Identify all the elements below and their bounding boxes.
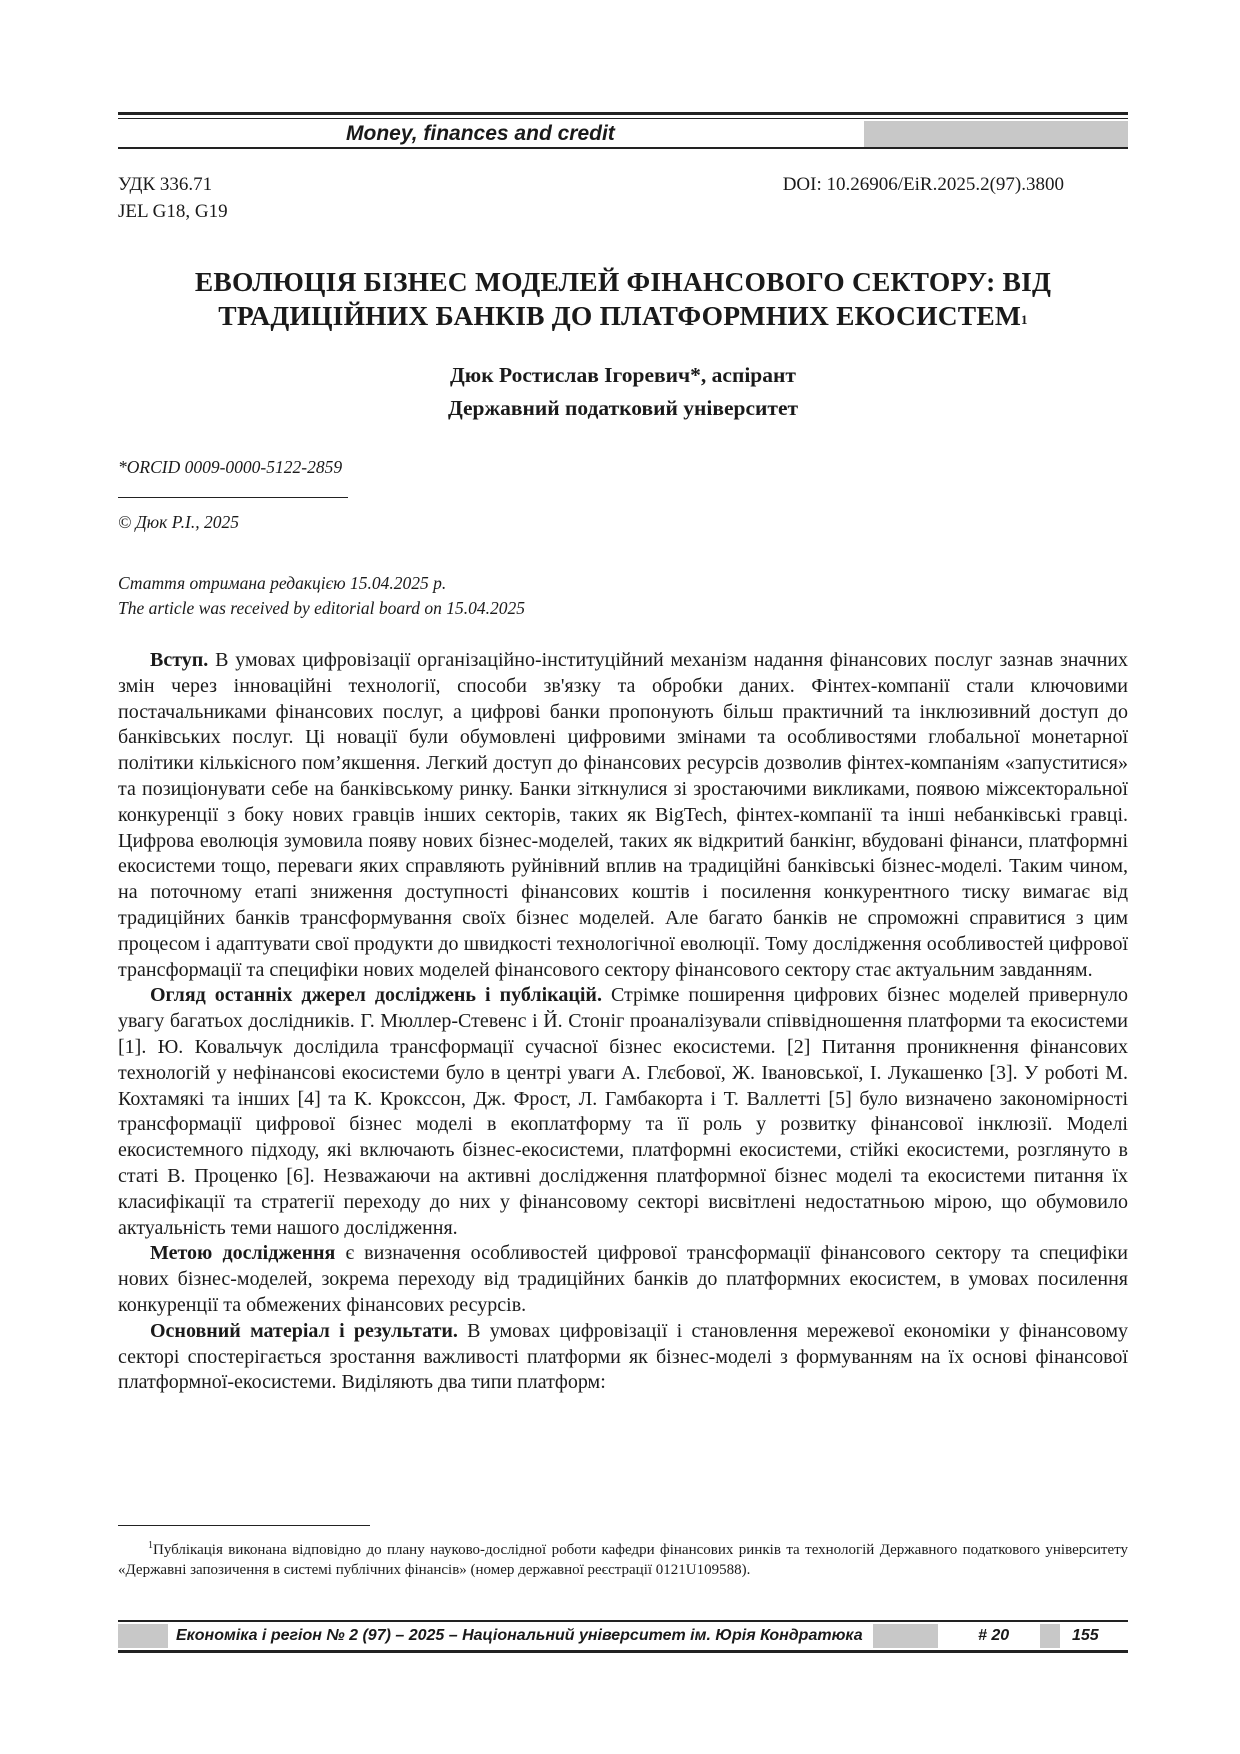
page-number: 155 <box>1060 1624 1140 1648</box>
footnote-text: Публікація виконана відповідно до плану науково-дослідної роботи кафедри фінансових ринків та технологій Державного податкового університету «Державні запозичення в системі публічних фінансів» (номер державної реєстрації 0121U109588). <box>118 1542 1128 1578</box>
article-meta <box>118 171 1128 225</box>
running-footer <box>118 1620 1128 1653</box>
orcid-divider <box>118 497 348 498</box>
header-grey-block <box>864 121 1128 147</box>
footnote-divider <box>118 1525 370 1526</box>
paragraph-lead: Огляд останніх джерел досліджень і публікацій. <box>150 984 602 1007</box>
author-affiliation: Державний податковий університет <box>447 396 799 420</box>
paragraph-aim <box>118 1241 1128 1318</box>
paragraph-lead: Метою дослідження <box>150 1242 336 1265</box>
author-name: Дюк Ростислав Ігоревич*, аспірант <box>450 363 796 387</box>
footer-rule-top <box>118 1620 1128 1622</box>
article-title <box>118 265 1128 333</box>
title-line-1: ЕВОЛЮЦІЯ БІЗНЕС МОДЕЛЕЙ ФІНАНСОВОГО СЕКТОРУ: ВІД <box>194 266 1052 297</box>
header-rule-thick <box>118 112 1128 115</box>
udk-code: УДК 336.71 <box>118 174 213 195</box>
copyright: © Дюк Р.І., 2025 <box>118 512 239 532</box>
paragraph-text: В умовах цифровізації організаційно-інституційний механізм надання фінансових послуг зазнав значних змін через інноваційні технології, способи зв'язку та обробки даних. Фінтех-компанії стали ключовими постачальниками фінансових послуг, а цифрові банки пропонують більш практичний та інклюзивний доступ до банківських послуг. Ці новації були обумовлені цифровими змінами та особливостями глобальної монетарної політики кількісного пом’якшення. Легкий доступ до фінансових ресурсів дозволив фінтех-компаніям «запуститися» та позиціонувати себе на банківському ринку. Банки зіткнулися зі зростаючими викликами, появою міжсекторальної конкуренції з боку нових гравців інших секторів, таких як BigTech, фінтех-компанії та інші небанківські гравці. Цифрова еволюція зумовила появу нових бізнес-моделей, таких як відкритий банкінг, вбудовані фінанси, платформні екосистеми тощо, переваги яких справляють руйнівний вплив на традиційні банківські бізнес-моделі. Таким чином, на поточному етапі зниження доступності фінансових коштів і посилення конкурентного тиску вимагає від традиційних банків трансформування своїх бізнес моделей. Але багато банків не спроможні справитися з цим процесом і адаптувати свої продукти до швидкості технологічної еволюції. Тому дослідження особливостей цифрової трансформації та специфіки нових моделей фінансового сектору фінансового сектору стає актуальним завданням. <box>118 649 1129 981</box>
footer-issue-number: # 20 <box>938 1624 1040 1648</box>
title-line-2 <box>118 299 1128 333</box>
footer-rule-bottom <box>118 1650 1128 1653</box>
paragraph-literature-review <box>118 983 1128 1241</box>
section-title: Money, finances and credit <box>346 122 615 145</box>
footer-journal-name: Економіка і регіон № 2 (97) – 2025 – Національний університет ім. Юрія Кондратюка <box>168 1624 873 1648</box>
footnote <box>118 1536 1128 1580</box>
received-en: The article was received by editorial board on 15.04.2025 <box>118 598 525 618</box>
received-info <box>118 571 1128 621</box>
running-header <box>118 112 1128 149</box>
jel-code: JEL G18, G19 <box>118 201 228 222</box>
footer-band <box>118 1624 1128 1648</box>
article-body <box>118 648 1128 1396</box>
paragraph-introduction <box>118 648 1128 983</box>
received-ua: Стаття отримана редакцією 15.04.2025 р. <box>118 573 447 593</box>
header-rule-bottom <box>118 147 1128 149</box>
title-line-2-text: ТРАДИЦІЙНИХ БАНКІВ ДО ПЛАТФОРМНИХ ЕКОСИСТЕМ <box>218 300 1022 331</box>
paragraph-text: є визначення особливостей цифрової трансформації фінансового сектору та специфіки нових бізнес-моделей, зокрема переходу від традиційних банків до платформних екосистем, в умовах посилення конкуренції та обмежених фінансових ресурсів. <box>118 1242 1128 1316</box>
orcid: *ORCID 0009-0000-5122-2859 <box>118 457 343 477</box>
author-block <box>118 359 1128 425</box>
footnote-mark: 1 <box>148 1540 153 1551</box>
paragraph-main-results <box>118 1319 1128 1396</box>
header-rule-thin <box>118 118 1128 119</box>
paragraph-text: В умовах цифровізації і становлення мережевої економіки у фінансовому секторі спостерігається зростання важливості платформи як бізнес-моделі з формуванням на їх основі фінансової платформної-екосистеми. Виділяють два типи платформ: <box>118 1319 1128 1394</box>
paragraph-lead: Вступ. <box>150 649 209 671</box>
paragraph-text: Стрімке поширення цифрових бізнес моделей привернуло увагу багатьох дослідників. Г. Мюллер-Стевенс і Й. Стоніг проаналізували співвідношення платформи та екосистеми [1]. Ю. Ковальчук дослідила трансформації сучасної бізнес екосистеми. [2] Питання проникнення фінансових технологій у нефінансові екосистеми було в центрі уваги А. Глєбової, Ж. Івановської, І. Лукашенко [3]. У роботі М. Кохтамякі та інших [4] та К. Крокссон, Дж. Фрост, Л. Гамбакорта і Т. Валлетті [5] було визначено закономірності трансформації цифрової бізнес моделі в екоплатформу та її роль у розвитку фінансової інклюзії. Моделі екосистемного підходу, які включають бізнес-екосистеми, платформні екосистеми, стійкі екосистеми, розглянуто в статі В. Проценко [6]. Незважаючи на активні дослідження платформної бізнес моделі та екосистеми питання їх класифікації та стратегії переходу до них у фінансовому секторі висвітлені недостатньою мірою, що обумовило актуальність теми нашого дослідження. <box>118 984 1128 1239</box>
doi: DOI: 10.26906/EiR.2025.2(97).3800 <box>782 174 1064 195</box>
footnote-paragraph <box>118 1536 1128 1580</box>
paragraph-lead: Основний матеріал і результати. <box>150 1319 458 1342</box>
title-footnote-mark: 1 <box>1021 312 1028 327</box>
header-band <box>118 121 1128 147</box>
